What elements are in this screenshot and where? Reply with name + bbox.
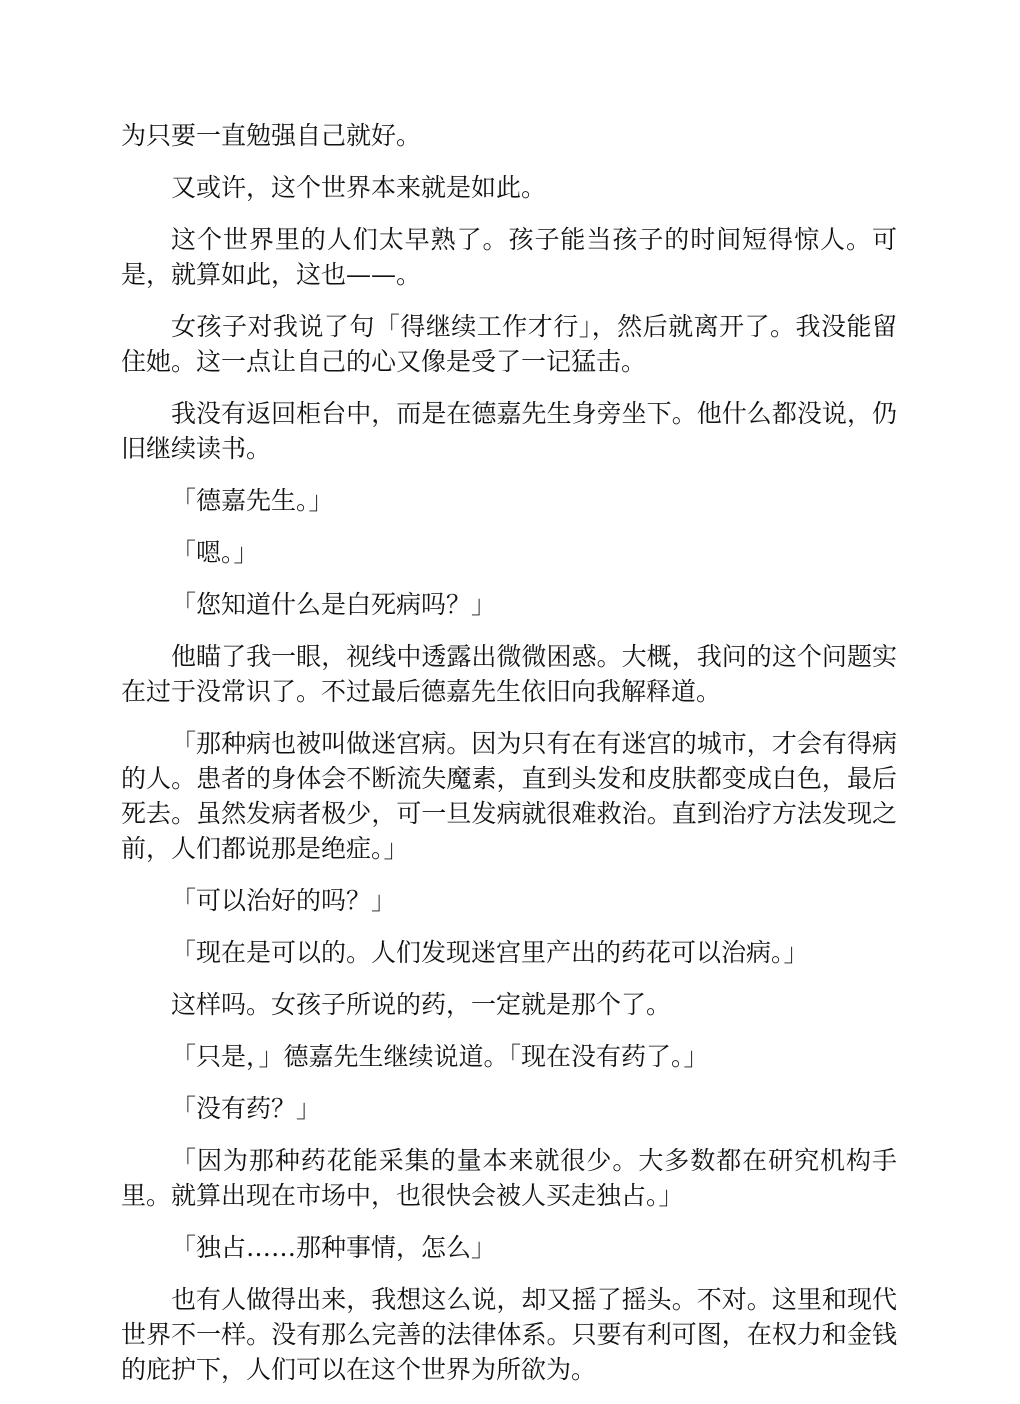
dialogue-line: 「可以治好的吗？」 [171,886,397,915]
dialogue-line: 「德嘉先生。」 [171,486,334,515]
dialogue-line: 「没有药？」 [171,1094,322,1123]
paragraph: 女孩子对我说了句「得继续工作才行」，然后就离开了。我没能留住她。这一点让自己的心又像是受了一记猛击。 [121,312,897,376]
paragraph: 我没有返回柜台中，而是在德嘉先生身旁坐下。他什么都没说，仍旧继续读书。 [121,399,897,463]
paragraph: 又或许，这个世界本来就是如此。 [171,173,547,202]
paragraph: 也有人做得出来，我想这么说，却又摇了摇头。不对。这里和现代世界不一样。没有那么完善的法律体系。只要有利可图，在权力和金钱的庇护下，人们可以在这个世界为所欲为。 [121,1285,897,1384]
paragraph-continuation: 为只要一直勉强自己就好。 [121,121,422,150]
novel-text-body [121,118,897,1404]
dialogue-line: 「嗯。」 [171,538,259,567]
paragraph: 这样吗。女孩子所说的药，一定就是那个了。 [171,990,672,1019]
dialogue-line: 「您知道什么是白死病吗？」 [171,590,497,619]
paragraph: 这个世界里的人们太早熟了。孩子能当孩子的时间短得惊人。可是，就算如此，这也——。 [121,225,897,289]
dialogue-line: 「独占……那种事情，怎么」 [171,1233,497,1262]
dialogue-line: 「现在是可以的。人们发现迷宫里产出的药花可以治病。」 [171,938,809,967]
dialogue-line: 「因为那种药花能采集的量本来就很少。大多数都在研究机构手里。就算出现在市场中，也很快会被人买走独占。」 [121,1146,897,1210]
dialogue-line: 「那种病也被叫做迷宫病。因为只有在有迷宫的城市，才会有得病的人。患者的身体会不断流失魔素，直到头发和皮肤都变成白色，最后死去。虽然发病者极少，可一旦发病就很难救治。直到治疗方法发现之前，人们都说那是绝症。」 [121,729,897,863]
dialogue-line: 「只是，」德嘉先生继续说道。「现在没有药了。」 [171,1042,709,1071]
paragraph: 他瞄了我一眼，视线中透露出微微困惑。大概，我问的这个问题实在过于没常识了。不过最后德嘉先生依旧向我解释道。 [121,642,897,706]
